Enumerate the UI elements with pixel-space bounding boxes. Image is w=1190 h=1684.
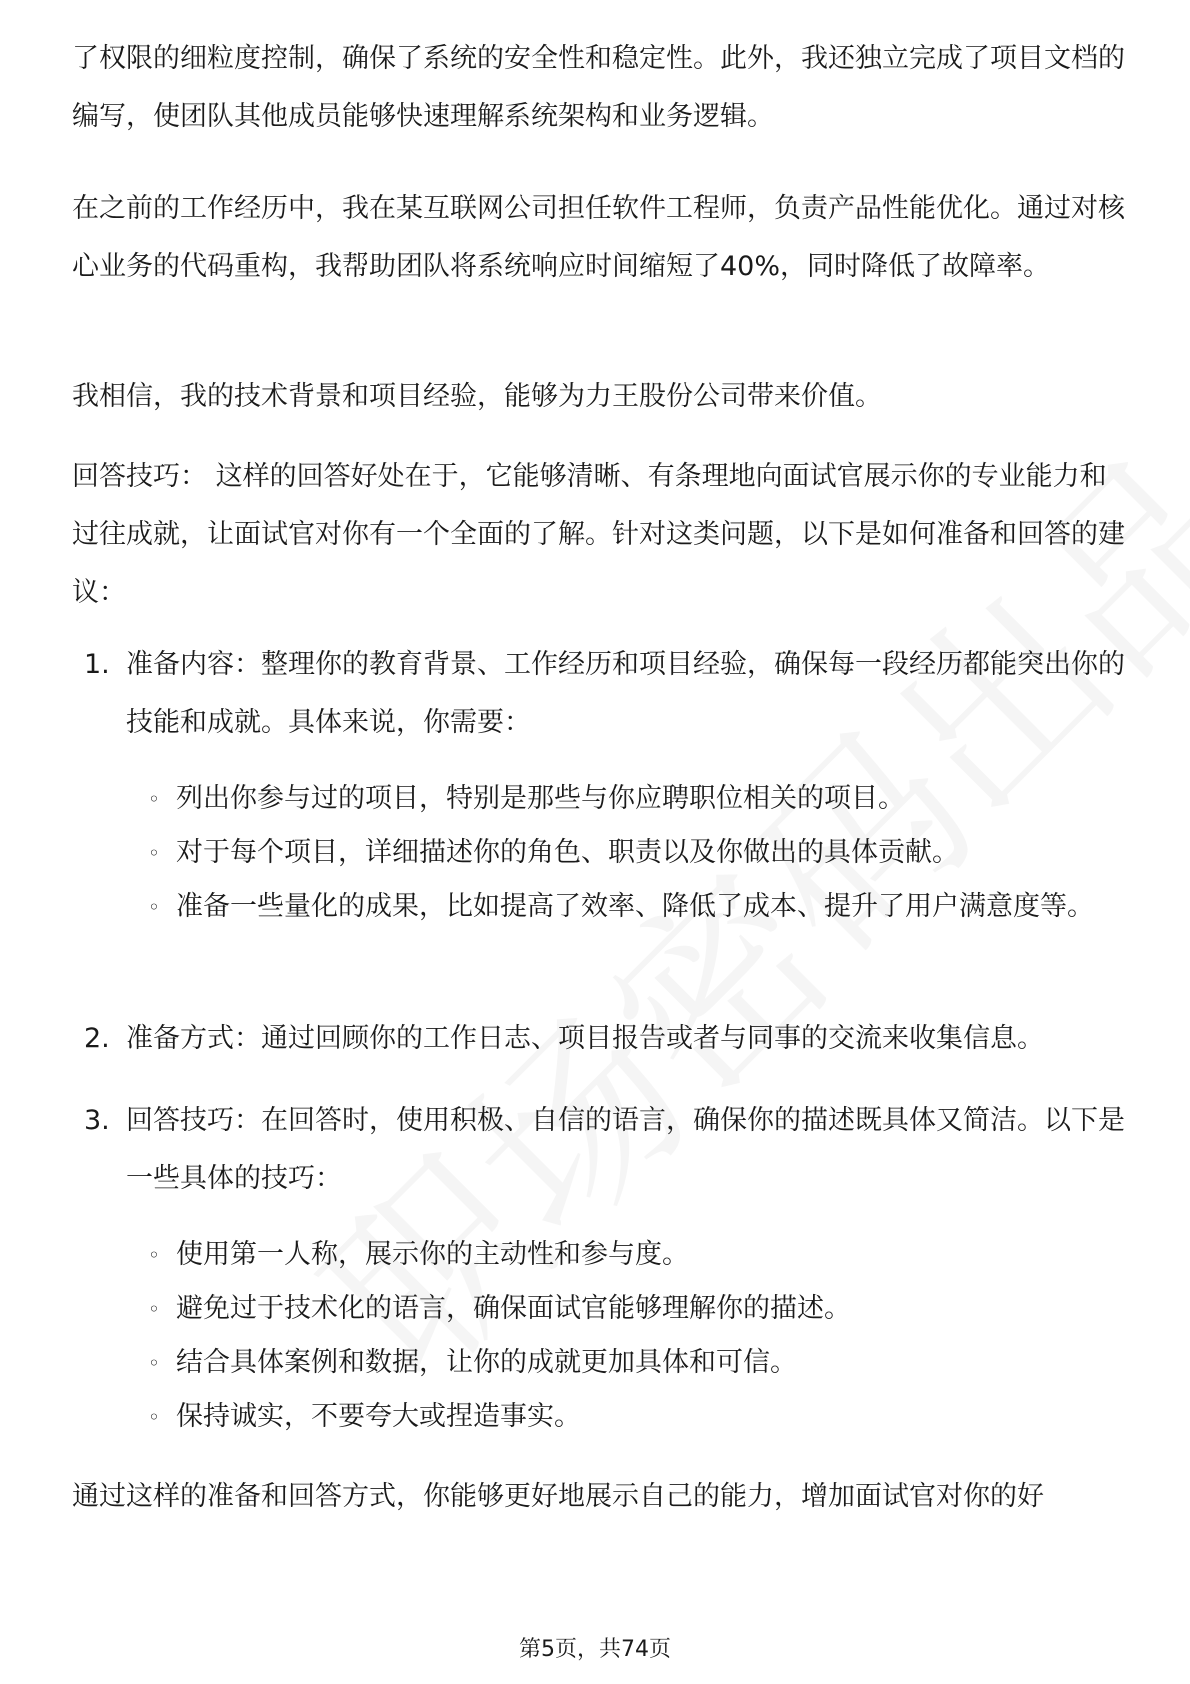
sub-list-item-text: 结合具体案例和数据，让你的成就更加具体和可信。 [176,1347,797,1378]
list-number: 3. [84,1105,110,1136]
sub-list-item-text: 避免过于技术化的语言，确保面试官能够理解你的描述。 [176,1293,851,1324]
list-number: 2. [84,1023,110,1054]
list-item-text: 准备方式：通过回顾你的工作日志、项目报告或者与同事的交流来收集信息。 [126,1023,1044,1054]
list-item-text: 回答技巧：在回答时，使用积极、自信的语言，确保你的描述既具体又简洁。以下是一些具体的技巧： [126,1105,1125,1194]
bullet-icon: ◦ [148,1297,160,1321]
sub-list-item-text: 准备一些量化的成果，比如提高了效率、降低了成本、提升了用户满意度等。 [176,891,1094,922]
paragraph-conclusion: 通过这样的准备和回答方式，你能够更好地展示自己的能力，增加面试官对你的好 [72,1481,1044,1512]
bullet-icon: ◦ [148,1243,160,1267]
page-number-footer: 第5页，共74页 [519,1637,671,1662]
bullet-icon: ◦ [148,841,160,865]
sub-list-item-text: 列出你参与过的项目，特别是那些与你应聘职位相关的项目。 [176,783,905,814]
list-number: 1. [84,649,110,680]
sub-list-item-text: 对于每个项目，详细描述你的角色、职责以及你做出的具体贡献。 [176,837,959,868]
bullet-icon: ◦ [148,1405,160,1429]
sub-list-item-text: 保持诚实，不要夸大或捏造事实。 [176,1401,581,1432]
bullet-icon: ◦ [148,895,160,919]
paragraph-answer-tips: 回答技巧： 这样的回答好处在于，它能够清晰、有条理地向面试官展示你的专业能力和过往成就，让面试官对你有一个全面的了解。针对这类问题，以下是如何准备和回答的建议： [72,461,1125,608]
paragraph-previous-experience: 在之前的工作经历中，我在某互联网公司担任软件工程师，负责产品性能优化。通过对核心业务的代码重构，我帮助团队将系统响应时间缩短了40%，同时降低了故障率。 [72,193,1125,282]
bullet-icon: ◦ [148,787,160,811]
list-item-text: 准备内容：整理你的教育背景、工作经历和项目经验，确保每一段经历都能突出你的技能和成就。具体来说，你需要： [126,649,1125,738]
paragraph-permissions: 了权限的细粒度控制，确保了系统的安全性和稳定性。此外，我还独立完成了项目文档的编写，使团队其他成员能够快速理解系统架构和业务逻辑。 [72,43,1125,132]
paragraph-belief: 我相信，我的技术背景和项目经验，能够为力王股份公司带来价值。 [72,381,882,412]
sub-list-item-text: 使用第一人称，展示你的主动性和参与度。 [176,1239,689,1270]
bullet-icon: ◦ [148,1351,160,1375]
